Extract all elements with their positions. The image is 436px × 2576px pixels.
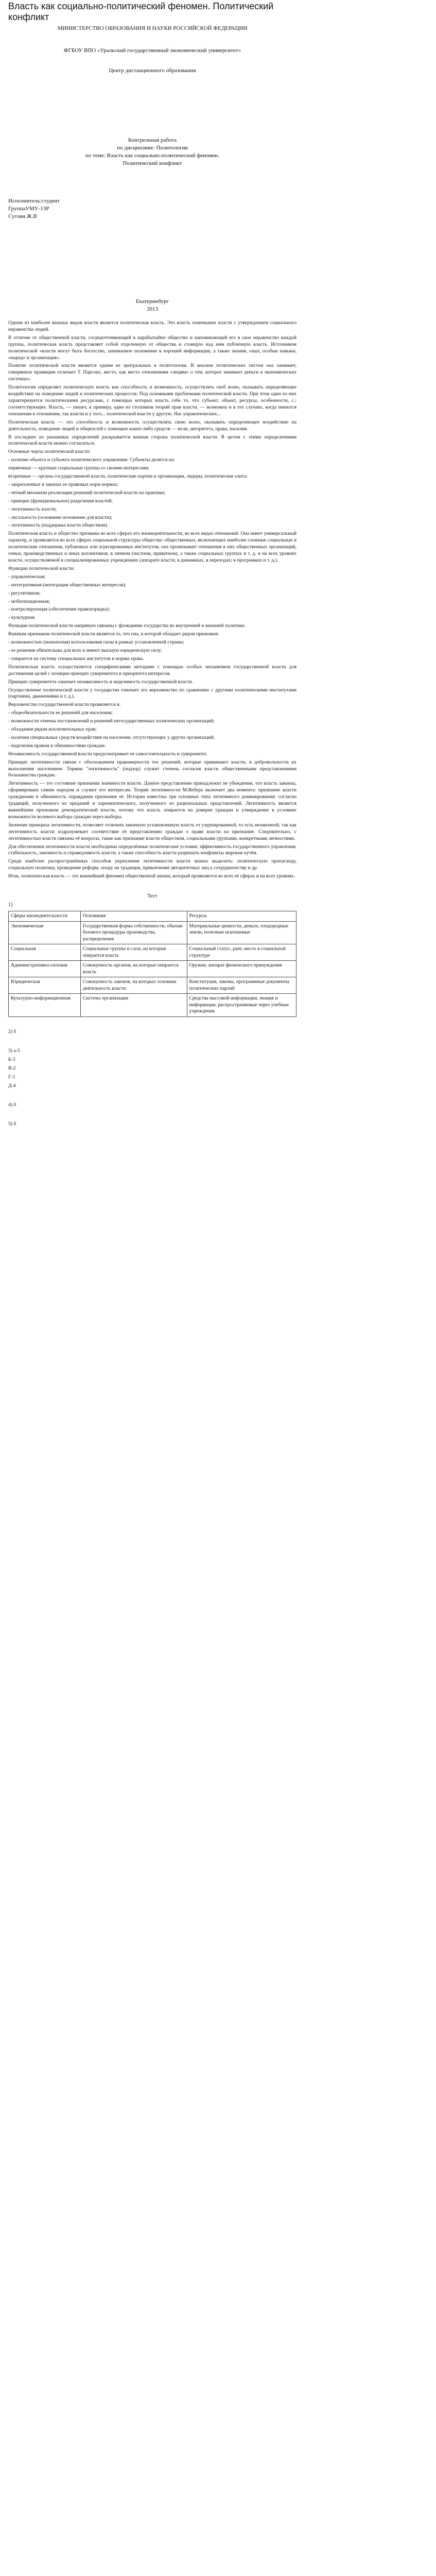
table-cell: Совокупность законов, на которых основана деятельность власти xyxy=(80,977,187,994)
table-cell: Культурно-информационная xyxy=(9,994,81,1017)
essay-paragraph: - легальность (основание положение для власти); xyxy=(8,514,112,520)
table-cell: Социальный статус, ранг, место в социальной структуре xyxy=(187,944,296,961)
title-page xyxy=(8,25,297,313)
essay-paragraph: - принцип (функциональное) разделения властей; xyxy=(8,498,113,504)
document-title: Власть как социально-политический феномен. Политический конфликт xyxy=(8,1,274,22)
essay-paragraph: - возможностью (монополия) использования силы в рамках установленной страны; xyxy=(8,639,184,646)
table-header-cell: Ресурсы xyxy=(187,911,296,922)
essay-paragraph: Политология определяет политическую власть как способность и возможность, осуществлять своб волю, оказывать определяющее воздействие на поведение людей и политических процессов. Под основными проблемами политической власти. При этом один из них характеризуется политическими ресурсами, с помощью которых власть себе то, что субъект, объект, ресурсы, особенности, с.: соответствующих. Власть, — пишет, к примеру, один из столпиков теорий прав власти, — возможна и в тех случаях, когда имеются отношения в отношения, так власти и у того... политической власти у другую. Нас управленческих... xyxy=(8,384,297,417)
topic-line-2: Политический конфликт xyxy=(123,160,182,166)
essay-paragraph: - закрепленных в законах ее правовых норм нормах; xyxy=(8,481,118,487)
essay-paragraph: - четкий механизм реализации решений политической власти на практике; xyxy=(8,489,166,496)
table-cell: Система организации xyxy=(80,994,187,1017)
ministry-line: МИНИСТЕРСТВО ОБРАЗОВАНИЯ И НАУКИ РОССИЙСКОЙ ФЕДЕРАЦИИ xyxy=(57,25,248,31)
essay-paragraph: В последнее из указанных определений раскрывается важная сторона политической власти. В целом с этими определениями политической власти можно согласиться. xyxy=(8,434,297,447)
essay-paragraph: Верховенство государственной власти проявляется в: xyxy=(8,702,121,708)
essay-paragraph: - общеобязательности ее решений для населения; xyxy=(8,710,113,716)
essay-paragraph: Важным признаком политической власти является то, что она, в которой обладает рядом признаков: xyxy=(8,631,219,637)
essay-paragraph: вторичные — органы государственной власти, политические партии и организации, лидеры, политическая элита; xyxy=(8,473,248,480)
table-row xyxy=(9,921,297,944)
essay-paragraph: - опирается на систему специальных институтов и нормы права. xyxy=(8,655,144,662)
essay-paragraph: - ее решения обязательны для всех и имеют высшую юридическую силу; xyxy=(8,647,162,653)
table-row xyxy=(9,977,297,994)
essay-paragraph: Принцип легитимности связан с обоснованием правомерности тех решений, которые принимают власти, в добровольности их выполнения населением. Термин "легитимность" (подзор) служит степень согласия власти общественными представлениями большинства граждан. xyxy=(8,759,297,778)
essay-paragraph: Функции политической власти напрямую связаны с функциями государства во внутренней и внешней политике. xyxy=(8,623,246,629)
answer-line: 4) б xyxy=(8,1101,16,1108)
table-cell: Социальная xyxy=(9,944,81,961)
university-line: ФГБОУ ВПО «Уральский государственный экономический университет» xyxy=(63,47,241,54)
essay-paragraph: первичные — крупные социальные группы со своими интересами; xyxy=(8,465,150,471)
essay-paragraph: В отличие от общественной власти, сосредоточивающей в нарабытыйне общество и напоминающей его в свое неравенство каждой группы, политическая власть представляет собой отделенную от общества и стоящую над ним публичную власть. Источником политической «власти могут быть богатство, занимаемое положение в хорошей информации, а также знания, опыт, особые навыки, «народ» и организация». xyxy=(8,334,297,361)
test-number: 1) xyxy=(8,902,13,908)
work-type: Контрольная работа xyxy=(128,137,177,143)
table-cell: Экономическая xyxy=(9,921,81,944)
essay-paragraph: - легитимность власти; xyxy=(8,506,57,512)
essay-paragraph: Основные черты политической власти: xyxy=(8,449,91,455)
essay-paragraph: Значение принципа легитимности, позволяет отличить законную установленную власть от узурпированной, то есть незаконной, так как легитимность власти подразумевает соответствие её представлению граждан о праве власти на признание. Следовательно, с легитимностью власти связаны её вопросы, такие как признание власти обществом, социальными группами, конкретными личностями. xyxy=(8,822,297,841)
essay-paragraph: - культурная. xyxy=(8,615,36,621)
table-cell: Юридическая xyxy=(9,977,81,994)
essay-paragraph: - возможности отмены постановлений и решений негосударственных политических организаций; xyxy=(8,718,215,724)
answer-line: Г-1 xyxy=(8,1074,15,1080)
table-cell: Оружие, аппарат физического принуждения xyxy=(187,961,296,977)
essay-paragraph: Независимость государственной власти предусматривает ее самостоятельность и суверенитет. xyxy=(8,751,207,757)
essay-paragraph: - обладании рядом исключительных прав; xyxy=(8,726,97,733)
essay-paragraph: - наличие объекта и субъекта политического управления. Субъекты делятся на: xyxy=(8,457,175,463)
city-line: Екатеринбург xyxy=(135,298,169,304)
table-row xyxy=(9,994,297,1017)
year-line: 2013 xyxy=(147,306,158,312)
essay-paragraph: - легитимность (поддержка власти обществом). xyxy=(8,522,109,529)
essay-paragraph: Политическая власть — это способность и возможность осуществлять свою волю, оказывать определяющее воздействие на деятельность, поведение людей и общностей с помощью каких-либо средств — воли, авторитета, права, насилия. xyxy=(8,419,297,432)
essay-paragraph: - контролирующая (обеспечение правопорядка); xyxy=(8,606,110,613)
resources-table xyxy=(8,911,297,1017)
table-cell: Совокупность органов, на которые опирается власть xyxy=(80,961,187,977)
essay-paragraph: - наделения правом и обязанностями граждан. xyxy=(8,742,106,749)
table-row xyxy=(9,961,297,977)
discipline-line: по дисциплине: Политология xyxy=(117,145,188,151)
table-cell: Средства массовой информации, знания и информация, распространяемые через учебные учреждения xyxy=(187,994,296,1017)
essay-paragraph: Одним из наиболее важных видов власти является политическая власть. Это власть поменьших власти с утверждением социального неравенства людей. xyxy=(8,320,297,332)
essay-paragraph: Среди наиболее распространённых способов укрепления легитимности власти можно выделить: политическую пропаганду, социальную политику, проведение реформ, опору на традиции, привлечение авторитетных лиц к сотрудничеству и др. xyxy=(8,858,297,871)
essay-paragraph: Осуществление политической власти у государства означает его верховенство по сравнению с другими политическими институтами (партиями, движениями и т. д.). xyxy=(8,687,297,700)
answer-line: Д-4 xyxy=(8,1082,16,1089)
table-row xyxy=(9,944,297,961)
essay-paragraph: - мобилизационная; xyxy=(8,598,50,604)
center-line: Центр дистанционного образования xyxy=(109,67,196,74)
essay-paragraph: Итак, политическая власть — это важнейший феномен общественной жизни, который проявляется во всех её сферах и на всех уровнях. xyxy=(8,873,295,879)
test-heading: Тест xyxy=(147,893,158,900)
table-header-row xyxy=(9,911,297,922)
topic-line: по теме: Власть как социально-политический феномен. xyxy=(85,152,219,159)
table-cell: Государственная форма собственности, обычаи базового процедуры производства, распределения xyxy=(80,921,187,944)
essay-paragraph: Принцип суверенитета означает независимость и неделимость государственной власти. xyxy=(8,679,194,685)
essay-paragraph: Легитимность — это состояние признания значимости власти. Данное представление принадлежит не убеждении, что власть законна, сформирована самим народом и служит его интересам. Теория легитимности М.Вебера включает два момента: признание власти гражданами и обязанность оправдания признания её. Истории известны три основных типа легитимного доминирования: согласно традиций, полученного из преданий и харизматического, полученного из рациональных представлений. Легитимность является важнейшим признаком демократической власти, потому что власть опирается на доверие граждан и утверждение в условиях возможности волевого выбора граждан через выборы. xyxy=(8,781,297,820)
answer-line: 3) а-5 xyxy=(8,1047,20,1054)
essay-body xyxy=(8,320,297,880)
table-header-cell: Сферы жизнедеятельности xyxy=(9,911,81,922)
essay-paragraph: - регулятивная; xyxy=(8,590,41,596)
answer-line: 2) б xyxy=(8,1028,16,1035)
table-cell: Конституция, законы, программные документы политических партий xyxy=(187,977,296,994)
essay-paragraph: - управленческая; xyxy=(8,573,46,580)
essay-paragraph: Понятие политической власти является одним из центральных в политологии. В анализе политических систем она занимает, говорянное правящим отличает Т. Парсонс, место, как место отношениям «людям» о тем, которое занимает деньги в экономических системах». xyxy=(8,363,297,382)
essay-paragraph: - интегративная (интеграция общественных интересов); xyxy=(8,582,127,588)
table-cell: Административно-силовая xyxy=(9,961,81,977)
table-cell: Социальные группы и слои, на которые опирается власть xyxy=(80,944,187,961)
essay-paragraph: Для обеспечения легитимности власти необходимы определённые политические условия: эффективность государственного управления, стабильность, законность и справедливость власти, а также способность власти разрешать конфликты мирным путём. xyxy=(8,843,297,856)
student-name: Сугоян.Ж.В xyxy=(8,213,37,219)
answer-line: 5) б xyxy=(8,1121,16,1127)
essay-paragraph: Политическая власть осуществляется специфическими методами с помощью особых механизмов государственной власти для достижения целей с позиции принцип суверенитета и приоритета интересов. xyxy=(8,664,297,676)
answer-line: В-2 xyxy=(8,1065,16,1071)
essay-paragraph: - наличии специальных средств воздействия на население, отсутствующих у других организаций; xyxy=(8,734,215,740)
executor-line: Исполнитель:студент xyxy=(8,198,60,204)
test-answers xyxy=(8,1027,297,1128)
group-line: ГруппаУМУ-13Р xyxy=(8,206,49,212)
essay-paragraph: Политическая власть и общество призваны во всех сферах его жизнедеятельности, во всех видах отношений. Она имеет универсальный характер, и проявляется во всех сферах социальной структуры общества: общественных, включающих наиболее сложные социальные и политические отношения, публичных или агрегированных институтов, она пронизывает отношения в них общественных организаций, семьи, производственных и иных коллективов; в личном (частном, приватном), а также социальных группах и т. д. и на всех уровнях власти, осуществляемой в специализированных учреждениях (аппарате власти, в динамиках, в переходах; в программах и т. д.). xyxy=(8,531,297,563)
answer-line: Б-3 xyxy=(8,1056,15,1062)
essay-paragraph: Функции политической власти: xyxy=(8,565,75,571)
table-header-cell: Основания xyxy=(80,911,187,922)
table-cell: Материальные ценности, деньги, плодородные земли, полезные ископаемые xyxy=(187,921,296,944)
